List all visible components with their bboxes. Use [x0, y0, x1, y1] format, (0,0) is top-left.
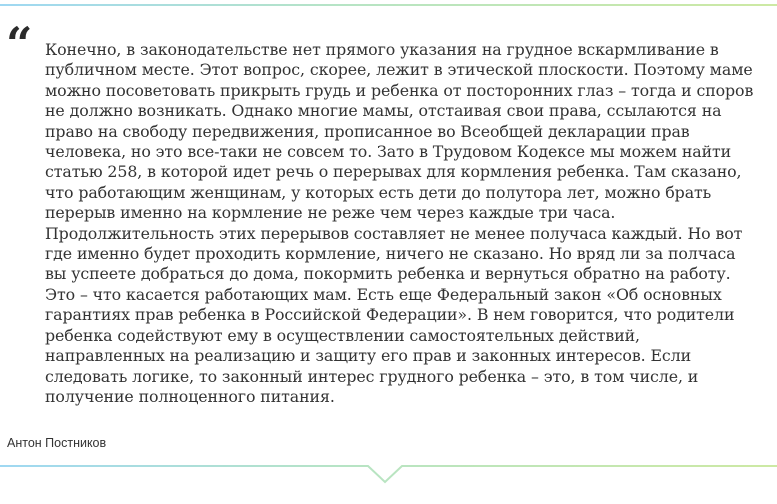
- bottom-divider: [0, 460, 777, 490]
- author-name: Антон Постников: [7, 436, 107, 450]
- quote-mark-icon: “: [6, 17, 33, 71]
- quote-text: Конечно, в законодательстве нет прямого указания на грудное вскармливание в публичном месте. Этот вопрос, скорее, лежит в этической плоскости. Поэтому маме можно посоветовать прикрыть грудь и ребенка от посторонних глаз – тогда и споров не должно возникать. Однако многие мамы, отстаивая свои права, ссылаются на право на свободу передвижения, прописанное во Всеобщей декларации прав человека, но это все-таки не совсем то. Зато в Трудовом Кодексе мы можем найти статью 258, в которой идет речь о перерывах для кормления ребенка. Там сказано, что работающим женщинам, у которых есть дети до полутора лет, можно брать перерыв именно на кормление не реже чем через каждые три часа. Продолжительность этих перерывов составляет не менее получаса каждый. Но вот где именно будет проходить кормление, ничего не сказано. Но вряд ли за полчаса вы успеете добраться до дома, покормить ребенка и вернуться обратно на работу. Это – что касается работающих мам. Есть еще Федеральный закон «Об основных гарантиях прав ребенка в Российской Федерации». В нем говорится, что родители ребенка содействуют ему в осуществлении самостоятельных действий, направленных на реализацию и защиту его прав и законных интересов. Если следовать логике, то законный интерес грудного ребенка – это, в том числе, и получение полноценного питания.: [45, 40, 754, 406]
- pointer-arrow-icon: [0, 466, 777, 482]
- top-divider: [0, 4, 777, 6]
